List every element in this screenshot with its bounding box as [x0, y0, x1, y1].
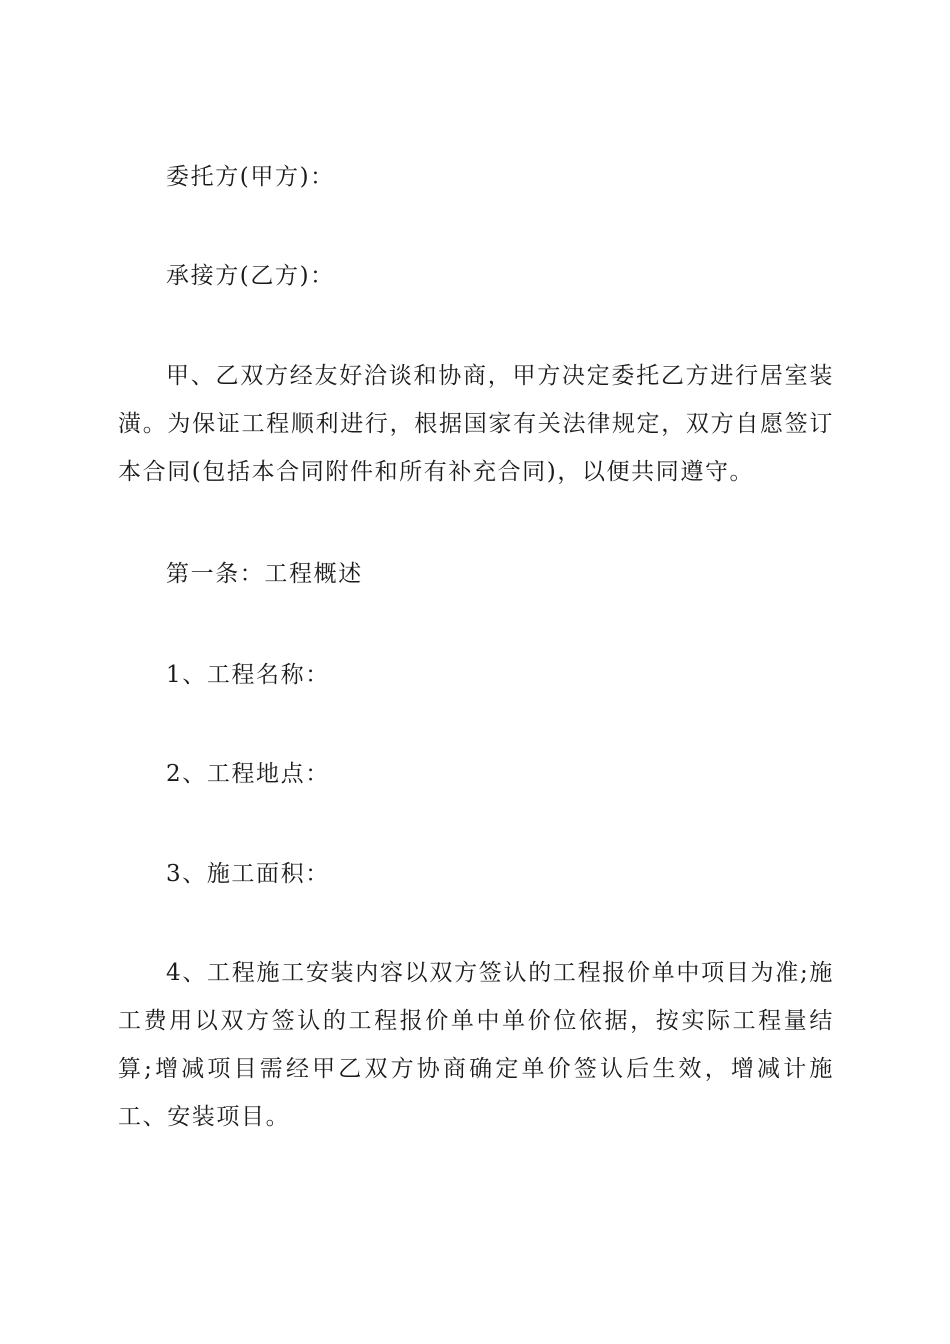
project-location-item: 2、工程地点： [166, 761, 330, 787]
contractor-party-line: 承接方(乙方)： [166, 263, 335, 289]
construction-area-item: 3、施工面积： [166, 861, 330, 887]
project-name-item: 1、工程名称： [166, 662, 330, 688]
client-party-line: 委托方(甲方)： [166, 164, 335, 190]
construction-content-paragraph: 4、工程施工安装内容以双方签认的工程报价单中项目为准;施工费用以双方签认的工程报价单中单价位依据，按实际工程量结算;增减项目需经甲乙双方协商确定单价签认后生效，增减计施工、安装项目。 [118, 960, 834, 1130]
article-one-heading: 第一条：工程概述 [166, 561, 363, 587]
intro-paragraph: 甲、乙双方经友好洽谈和协商，甲方决定委托乙方进行居室装潢。为保证工程顺利进行，根据国家有关法律规定，双方自愿签订本合同(包括本合同附件和所有补充合同)，以便共同遵守。 [118, 363, 834, 485]
